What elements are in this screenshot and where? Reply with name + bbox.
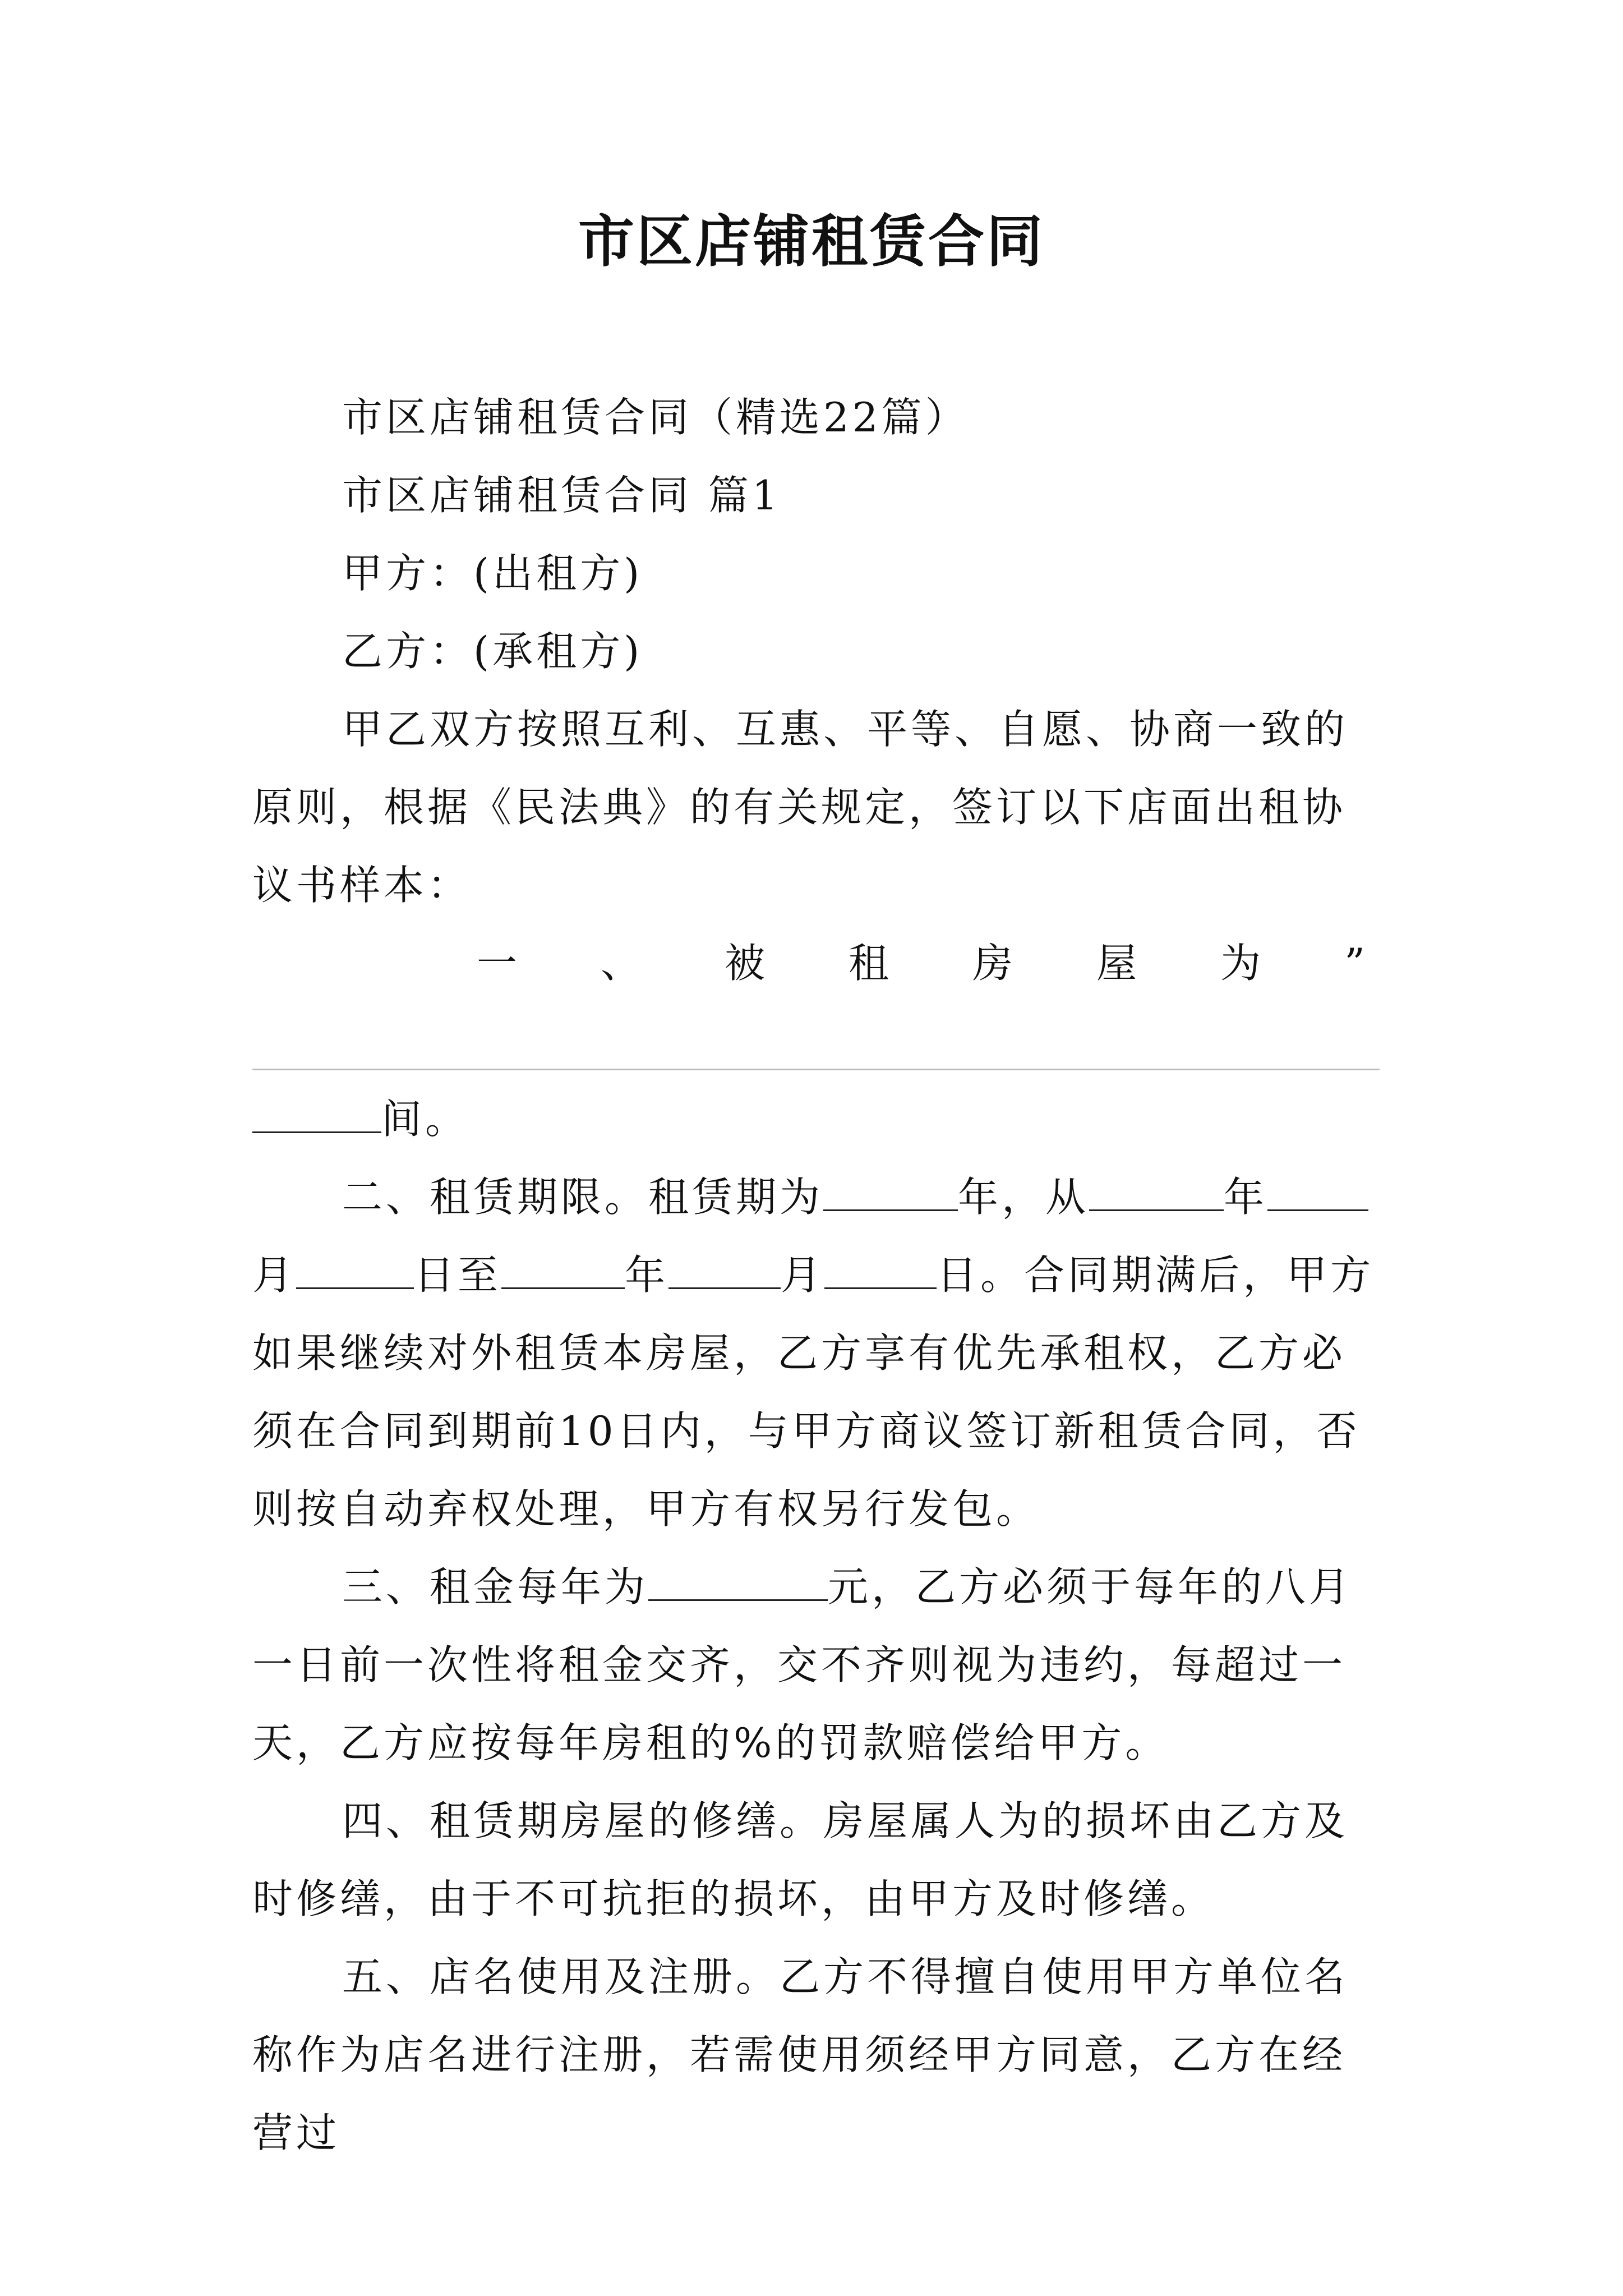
blank-underline [648,1559,828,1601]
clause-1-end [252,1080,1380,1158]
clause-2-text: 月 [252,1251,297,1299]
clause-3-paragraph [252,1548,1380,1782]
blank-rule-line [252,1002,1380,1080]
clause-2-text: 日至 [414,1251,502,1299]
part-heading: 市区店铺租赁合同 篇1 [342,472,781,519]
clause-2-text: 年 [1224,1174,1268,1221]
blank-underline [1089,1169,1224,1211]
clause-2-text: 年，从 [958,1174,1090,1221]
clause-1-char: 屋 [1096,940,1141,987]
clause-1-char: 为 [1220,940,1265,987]
blank-underline [501,1247,625,1289]
blank-underline [1267,1169,1368,1211]
clause-4-paragraph: 四、租赁期房屋的修缮。房屋属人为的损坏由乙方及时修缮，由于不可抗拒的损坏，由甲方及时修缮。 [252,1797,1349,1922]
document-title: 市区店铺租赁合同 [578,208,1045,274]
clause-1-char: 租 [849,940,893,987]
clause-1-char: 一 [477,940,521,987]
clause-2-text: 年 [625,1251,669,1299]
subtitle: 市区店铺租赁合同（精选22篇） [342,394,969,441]
blank-underline [668,1247,781,1289]
clause-5-paragraph: 五、店名使用及注册。乙方不得擅自使用甲方单位名称作为店名进行注册，若需使用须经甲方同意，乙方在经营过 [252,1953,1349,2156]
clause-2-text: 二、租赁期限。租赁期为 [342,1174,824,1221]
clause-3-text: 三、租金每年为 [342,1563,649,1611]
blank-underline [252,1091,381,1133]
clause-1-char: 被 [725,940,769,987]
clause-1-char: 房 [972,940,1017,987]
intro-paragraph: 甲乙双方按照互利、互惠、平等、自愿、协商一致的原则，根据《民法典》的有关规定，签订以下店面出租协议书样本： [252,706,1349,909]
clause-1-char: 、 [601,940,645,987]
clause-2-text: 日。合同期满后，甲方如果继续对外租赁本房屋，乙方享有优先承租权，乙方必须在合同到期前10日内，与甲方商议签订新租赁合同，否则按自动弃权处理，甲方有权另行发包。 [252,1251,1375,1533]
clause-2-text: 月 [781,1251,825,1299]
clause-1-char: ” [1344,940,1368,987]
clause-1-end-text: 间。 [381,1096,469,1143]
clause-1-heading [252,924,1380,1002]
party-b-line: 乙方：(承租方) [342,628,643,675]
blank-underline [296,1247,414,1289]
blank-underline [824,1247,937,1289]
clause-2-paragraph [252,1158,1380,1548]
document-body [252,379,1380,2172]
party-a-line: 甲方：(出租方) [342,550,643,597]
blank-underline [823,1169,958,1211]
clause-3-text: 元，乙方必须于每年的八月一日前一次性将租金交齐，交不齐则视为违约，每超过一天，乙方应按每年房租的%的罚款赔偿给甲方。 [252,1563,1353,1766]
